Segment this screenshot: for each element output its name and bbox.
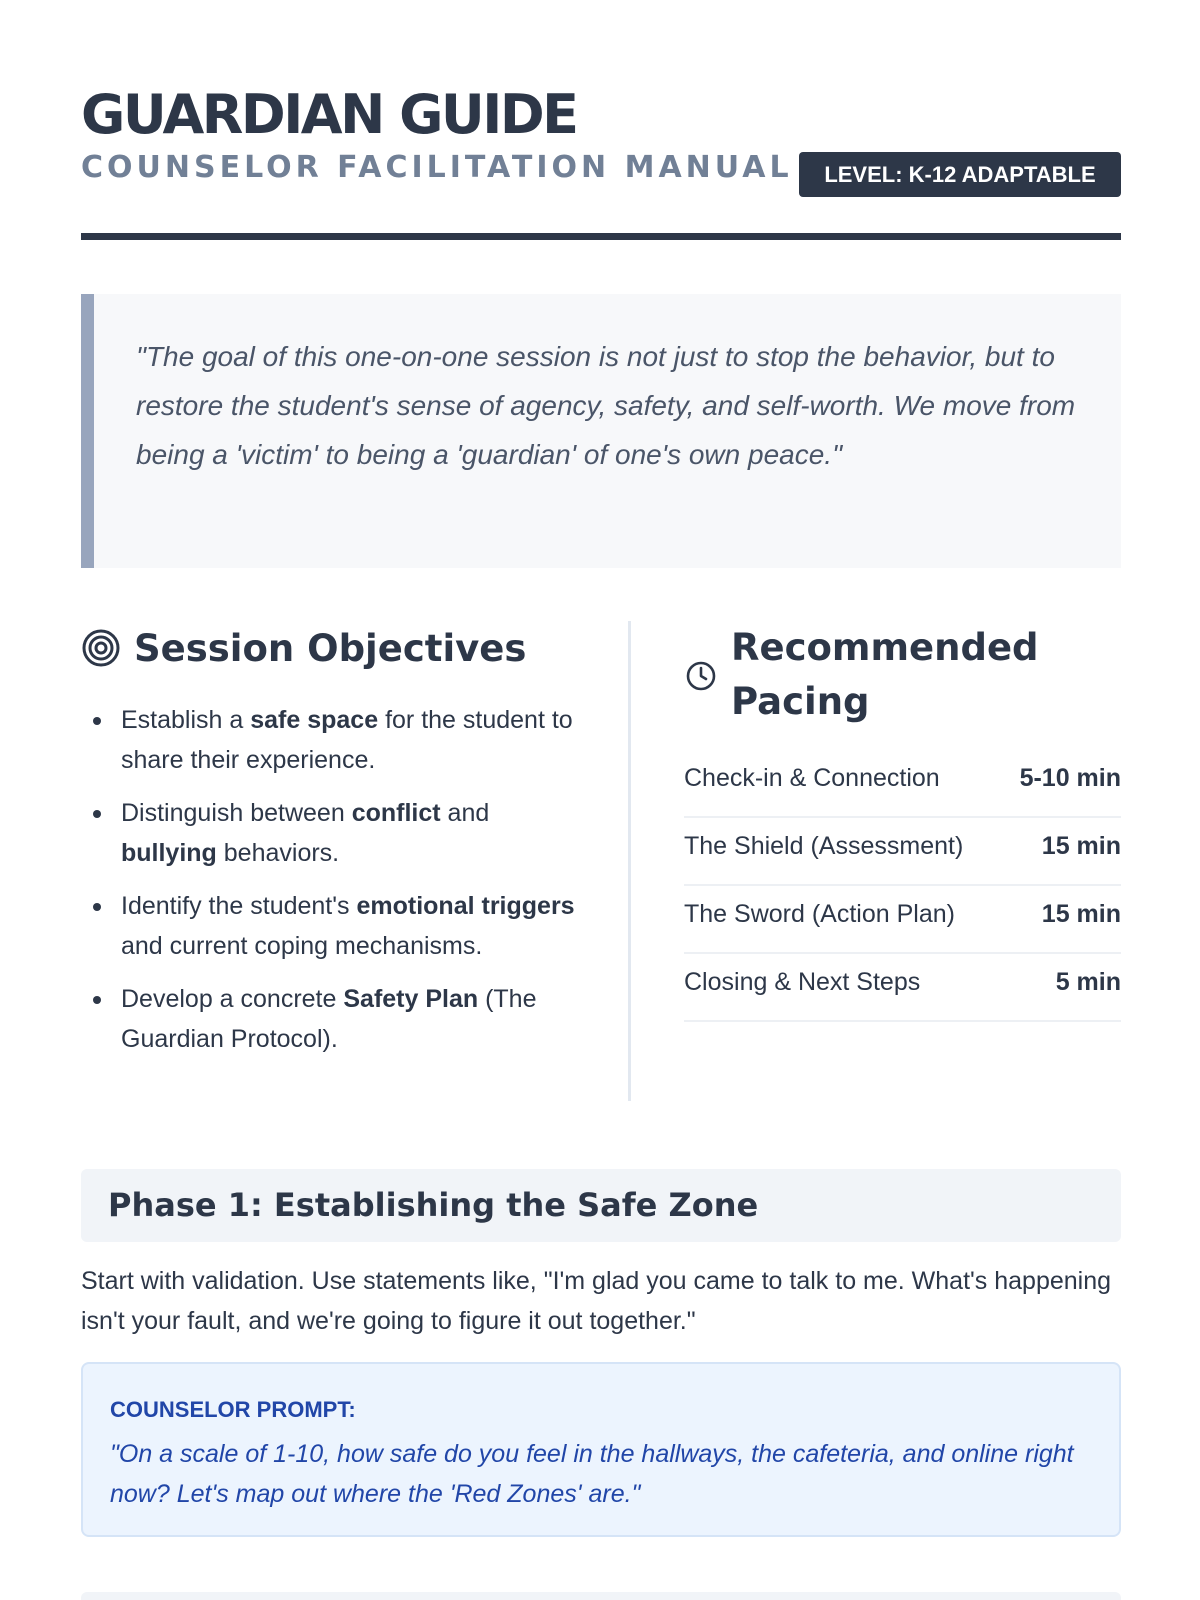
objectives-heading: Session Objectives [134, 627, 527, 670]
pacing-table [684, 750, 1121, 1022]
list-item: Establish a safe space for the student to share their experience. [81, 700, 581, 780]
phase-1-header [81, 1169, 1121, 1242]
table-row [684, 954, 1121, 1022]
objectives-list [81, 700, 581, 1072]
mission-quote [81, 294, 1121, 568]
phase-1-title: Phase 1: Establishing the Safe Zone [108, 1186, 759, 1224]
quote-text: "The goal of this one-on-one session is not just to stop the behavior, but to restore the student's sense of agency, safety, and self-worth. We move from being a 'victim' to being a 'guardian' of one's own peace." [136, 341, 1076, 470]
pacing-duration: 15 min [1041, 832, 1121, 860]
prompt-label: COUNSELOR PROMPT: [110, 1397, 356, 1422]
list-item: Identify the student's emotional triggers and current coping mechanisms. [81, 886, 581, 966]
pacing-duration: 5-10 min [1019, 764, 1121, 792]
pacing-duration: 15 min [1041, 900, 1121, 928]
column-divider [628, 621, 631, 1101]
table-row [684, 886, 1121, 954]
target-icon [81, 628, 121, 668]
prompt-text: "On a scale of 1-10, how safe do you feel in the hallways, the cafeteria, and online right now? Let's map out where the 'Red Zones' are." [110, 1440, 1074, 1508]
pacing-activity: The Shield (Assessment) [684, 832, 964, 860]
header-divider [81, 233, 1121, 240]
counselor-prompt-box [81, 1362, 1121, 1537]
pacing-activity: The Sword (Action Plan) [684, 900, 955, 928]
level-badge: LEVEL: K-12 ADAPTABLE [799, 152, 1121, 197]
pacing-activity: Check-in & Connection [684, 764, 940, 792]
pacing-activity: Closing & Next Steps [684, 968, 921, 996]
list-item: Distinguish between conflict and bullying behaviors. [81, 793, 581, 873]
table-row [684, 750, 1121, 818]
document-title: GUARDIAN GUIDE [81, 83, 577, 146]
phase-1-text: Start with validation. Use statements like, "I'm glad you came to talk to me. What's happening isn't your fault, and we're going to figure it out together." [81, 1267, 1112, 1335]
next-section-header [81, 1592, 1121, 1600]
list-item: Develop a concrete Safety Plan (The Guardian Protocol). [81, 979, 581, 1059]
clock-icon [685, 660, 717, 692]
document-subtitle: COUNSELOR FACILITATION MANUAL [81, 150, 793, 185]
pacing-heading: Recommended Pacing [731, 626, 1039, 723]
pacing-duration: 5 min [1055, 968, 1121, 996]
table-row [684, 818, 1121, 886]
